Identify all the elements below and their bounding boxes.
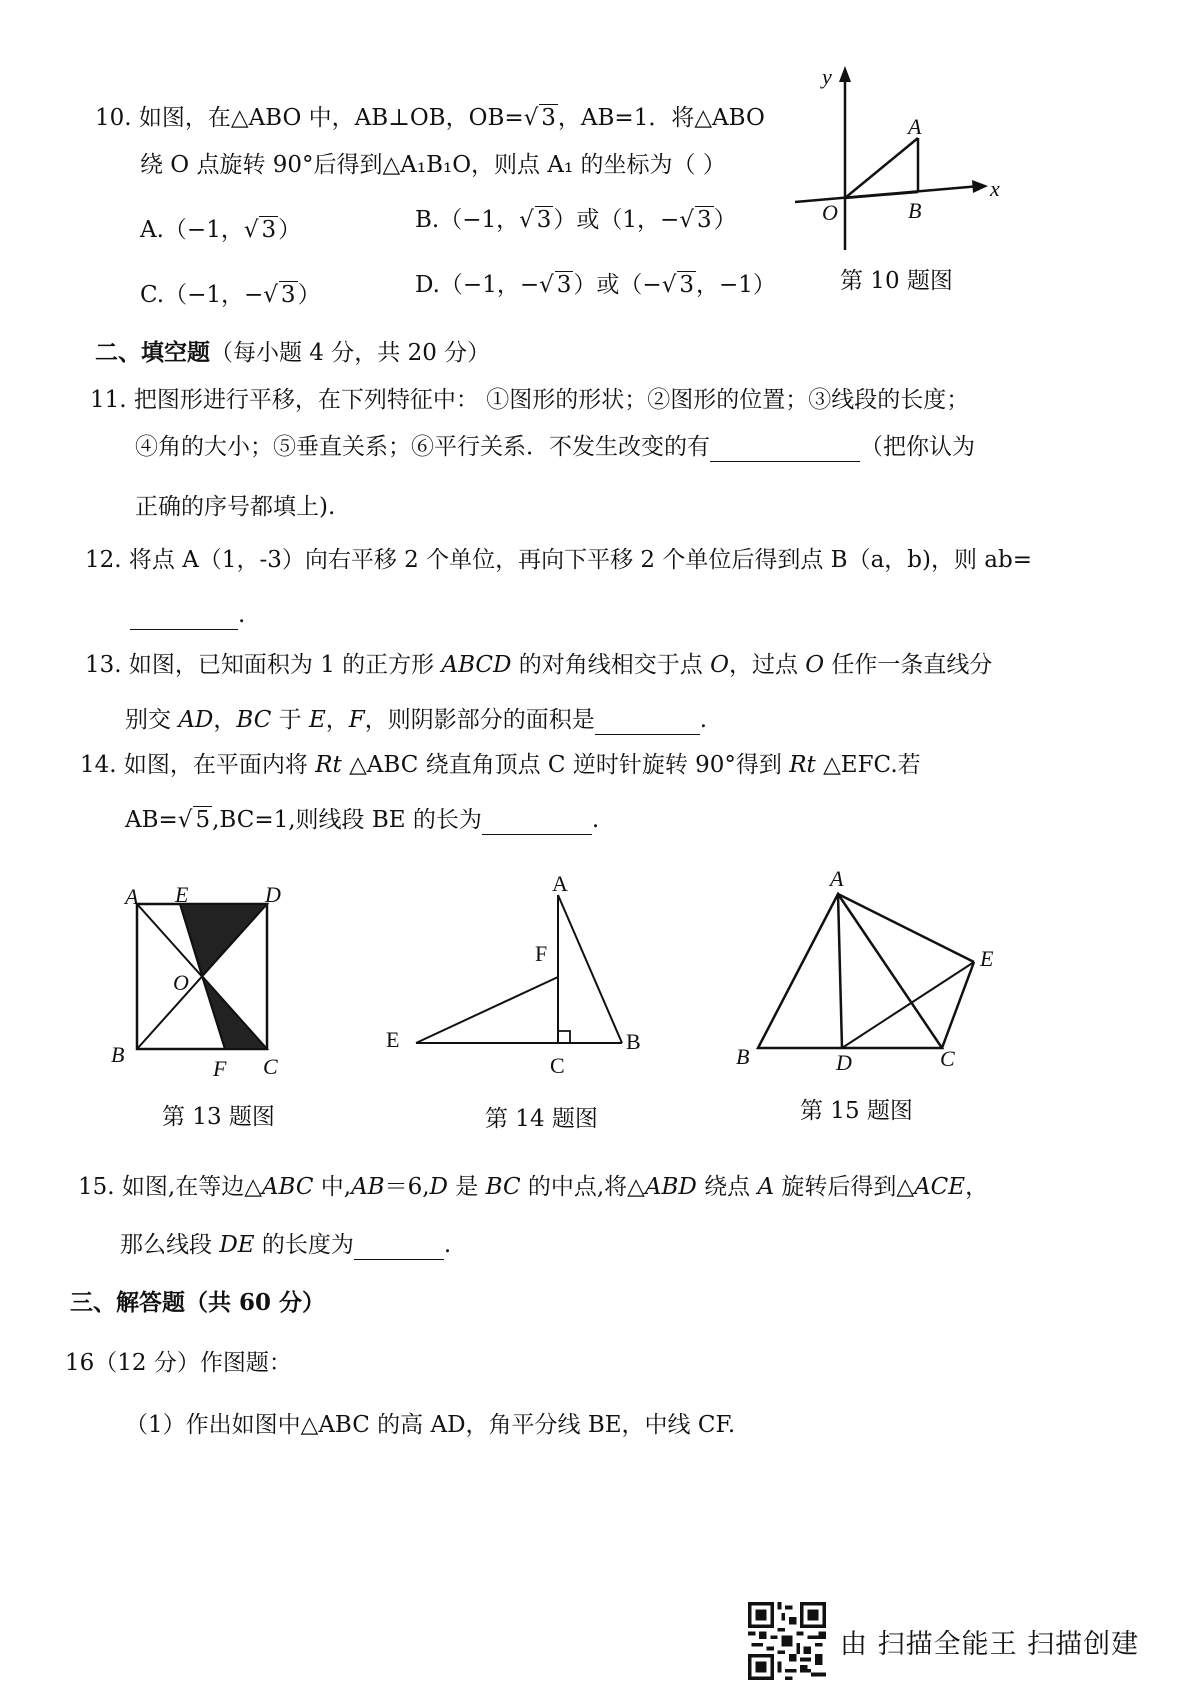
segment-de (842, 962, 974, 1048)
label-d: D (265, 882, 281, 907)
figure-14 (380, 865, 650, 1085)
segment-ae (838, 894, 974, 962)
label-b: B (111, 1042, 125, 1067)
label-b: B (736, 1044, 750, 1069)
q10-option-c: C.（−1，−√ 3） (140, 282, 321, 308)
q10-figure (790, 62, 1010, 262)
label-f: F (213, 1056, 227, 1078)
segment-oa (845, 138, 918, 198)
q13-line2: 别交 AD，BC 于 E，F，则阴影部分的面积是 . (125, 707, 708, 733)
q14-line1: 14. 如图，在平面内将 Rt △ABC 绕直角顶点 C 逆时针旋转 90°得到 Rt △EFC.若 (80, 752, 921, 778)
label-e: E (175, 882, 189, 907)
q12-line2: . (130, 600, 245, 630)
label-c: C (550, 1053, 565, 1078)
q13-line1: 13. 如图，已知面积为 1 的正方形 ABCD 的对角线相交于点 O，过点 O 任作一条直线分 (85, 652, 993, 678)
q10-option-a: A.（−1，√ 3） (140, 217, 302, 243)
q15-answer-blank[interactable] (354, 1237, 444, 1260)
label-x: x (990, 176, 1000, 201)
section2-heading: 二、填空题（每小题 4 分，共 20 分） (95, 339, 491, 366)
figure-15 (730, 862, 1010, 1072)
label-d: D (836, 1050, 852, 1072)
label-o: O (822, 200, 838, 225)
label-a: A (125, 884, 139, 909)
label-y: y (822, 64, 832, 89)
y-axis-arrow (839, 66, 851, 82)
q13-answer-blank[interactable] (595, 712, 700, 735)
q11-answer-blank[interactable] (710, 439, 860, 462)
q16-line2: （1）作出如图中△ABC 的高 AD，角平分线 BE，中线 CF. (125, 1412, 736, 1438)
figure-13-caption: 第 13 题图 (162, 1104, 275, 1130)
q15-line1: 15. 如图,在等边△ABC 中,AB＝6,D 是 BC 的中点,将△ABD 绕点 A 旋转后得到△ACE， (78, 1174, 989, 1200)
q11-line3: 正确的序号都填上). (135, 494, 336, 520)
sqrt-symbol: √ 3 (523, 105, 556, 131)
label-o: O (173, 970, 189, 995)
segment-ab (558, 895, 622, 1043)
q10-caption: 第 10 题图 (840, 268, 953, 294)
label-a: A (908, 114, 922, 139)
x-axis-arrow (972, 180, 988, 193)
figure-13 (105, 878, 305, 1078)
label-a: A (830, 866, 844, 891)
triangle-abc (758, 894, 942, 1048)
label-c: C (940, 1046, 955, 1071)
scanner-watermark (748, 1602, 1139, 1680)
segment-ce (942, 962, 974, 1048)
shaded-region-bottom (202, 976, 267, 1049)
q10-line2: 绕 O 点旋转 90°后得到△A₁B₁O，则点 A₁ 的坐标为（ ） (140, 152, 726, 178)
q14-answer-blank[interactable] (482, 812, 592, 835)
scanner-caption: 由 扫描全能王 扫描创建 (840, 1628, 1140, 1660)
segment-ad (838, 894, 842, 1048)
q15-line2: 那么线段 DE 的长度为 . (120, 1232, 452, 1258)
q12-answer-blank[interactable] (130, 607, 238, 630)
q10-option-d: D.（−1，−√ 3）或（−√ 3，−1） (415, 272, 776, 298)
q11-line2: ④角的大小；⑤垂直关系；⑥平行关系．不发生改变的有 （把你认为 (135, 434, 975, 460)
label-a: A (552, 871, 568, 896)
label-c: C (263, 1054, 278, 1078)
q10-option-b: B.（−1，√ 3）或（1，−√ 3） (415, 207, 737, 233)
label-e: E (980, 946, 994, 971)
q12-line1: 12. 将点 A（1，-3）向右平移 2 个单位，再向下平移 2 个单位后得到点 B（a，b)，则 ab= (85, 547, 1032, 573)
label-b: B (908, 198, 922, 223)
figure-14-caption: 第 14 题图 (485, 1106, 598, 1132)
figure-15-caption: 第 15 题图 (800, 1098, 913, 1124)
q11-line1: 11. 把图形进行平移，在下列特征中： ①图形的形状；②图形的位置；③线段的长度； (90, 387, 970, 413)
segment-ef (416, 977, 558, 1043)
label-f: F (535, 941, 548, 966)
section3-heading: 三、解答题（共 60 分） (70, 1289, 326, 1316)
right-angle-mark (558, 1031, 570, 1043)
label-e: E (386, 1027, 400, 1052)
qr-code-icon (748, 1602, 826, 1680)
q14-line2: AB=√ 5,BC=1,则线段 BE 的长为 . (125, 807, 600, 833)
q10-line1: 10. 如图，在△ABO 中，AB⊥OB，OB=√ 3，AB=1．将△ABO (95, 105, 765, 131)
q16-line1: 16（12 分）作图题： (65, 1350, 292, 1376)
label-b: B (626, 1029, 641, 1054)
